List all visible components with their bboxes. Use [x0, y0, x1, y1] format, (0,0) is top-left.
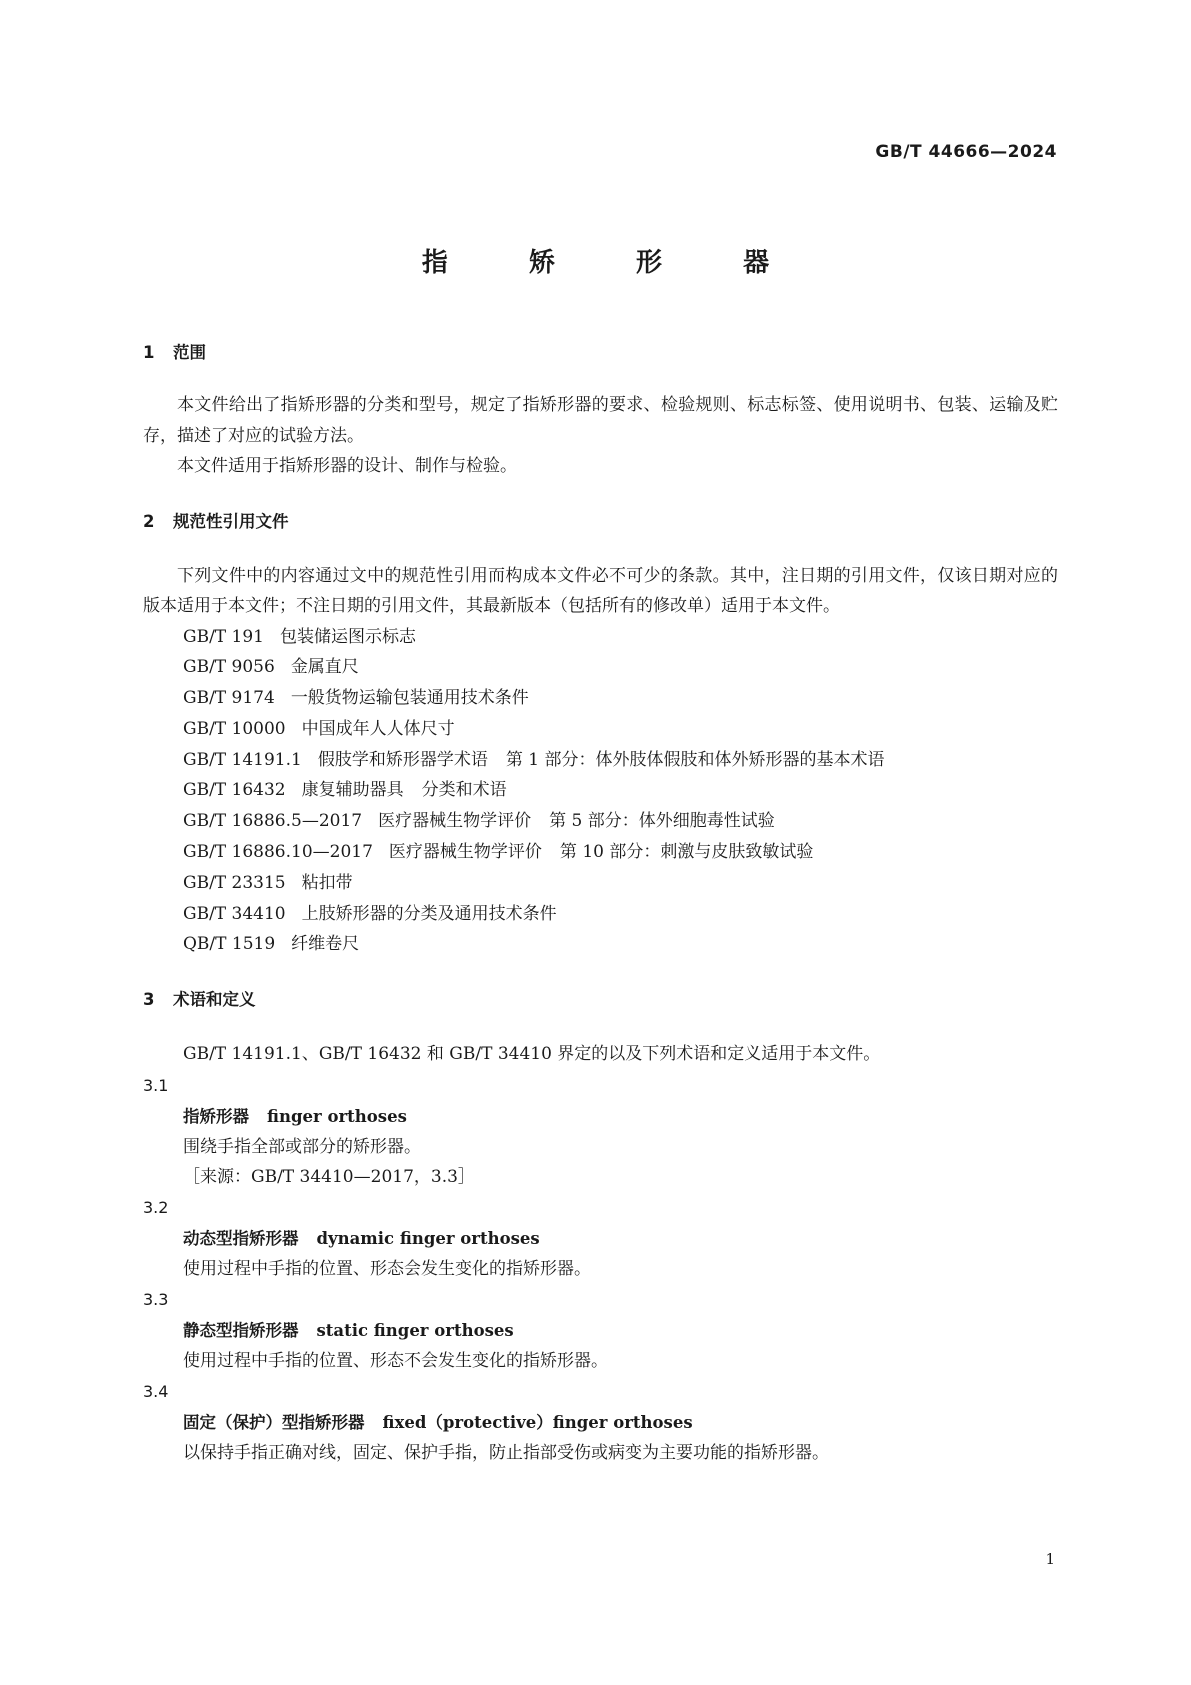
reference-list [183, 622, 1058, 961]
reference-item: GB/T 16432 康复辅助器具 分类和术语 [183, 780, 507, 801]
term-entry [143, 1376, 1058, 1468]
scope-paragraph-2: 本文件适用于指矫形器的设计、制作与检验。 [177, 456, 517, 476]
term-number: 3.4 [143, 1381, 169, 1401]
reference-item: GB/T 16886.5—2017 医疗器械生物学评价 第 5 部分：体外细胞毒性试验 [183, 811, 775, 832]
section-number: 1 [143, 343, 155, 362]
section-heading-terms [143, 985, 1058, 1015]
reference-item: QB/T 1519 纤维卷尺 [183, 934, 360, 955]
term-definition: 使用过程中手指的位置、形态会发生变化的指矫形器。 [183, 1258, 591, 1279]
term-name: 固定（保护）型指矫形器 fixed（protective）finger orthoses [183, 1412, 693, 1432]
normative-refs-intro: 下列文件中的内容通过文中的规范性引用而构成本文件必不可少的条款。其中，注日期的引用文件，仅该日期对应的版本适用于本文件；不注日期的引用文件，其最新版本（包括所有的修改单）适用于本文件。 [143, 565, 1058, 616]
page-number: 1 [1045, 1550, 1055, 1568]
section-number: 2 [143, 511, 155, 531]
section-number: 3 [143, 990, 155, 1010]
section-heading-scope [143, 338, 1058, 368]
standard-number: GB/T 44666—2024 [875, 142, 1057, 162]
terms-intro: GB/T 14191.1、GB/T 16432 和 GB/T 34410 界定的以及下列术语和定义适用于本文件。 [183, 1044, 881, 1065]
term-definition: 以保持手指正确对线，固定、保护手指，防止指部受伤或病变为主要功能的指矫形器。 [183, 1442, 829, 1463]
term-name: 动态型指矫形器 dynamic finger orthoses [183, 1228, 540, 1248]
term-number: 3.1 [143, 1075, 169, 1095]
term-source: ［来源：GB/T 34410—2017，3.3］ [183, 1166, 475, 1187]
term-entry [143, 1192, 1058, 1284]
reference-item: GB/T 9174 一般货物运输包装通用技术条件 [183, 688, 529, 709]
document-body [143, 338, 1058, 1468]
term-name: 指矫形器 finger orthoses [183, 1106, 407, 1126]
term-entry [143, 1070, 1058, 1192]
term-name: 静态型指矫形器 static finger orthoses [183, 1320, 514, 1340]
reference-item: GB/T 34410 上肢矫形器的分类及通用技术条件 [183, 903, 557, 924]
reference-item: GB/T 9056 金属直尺 [183, 657, 359, 678]
section-title: 规范性引用文件 [173, 511, 289, 531]
reference-item: GB/T 10000 中国成年人人体尺寸 [183, 718, 455, 739]
term-number: 3.2 [143, 1197, 169, 1217]
term-definition: 使用过程中手指的位置、形态不会发生变化的指矫形器。 [183, 1350, 608, 1371]
reference-item: GB/T 16886.10—2017 医疗器械生物学评价 第 10 部分：刺激与皮肤致敏试验 [183, 842, 814, 863]
document-title: 指 矫 形 器 [421, 248, 806, 278]
section-title: 术语和定义 [173, 990, 256, 1010]
term-definition: 围绕手指全部或部分的矫形器。 [183, 1136, 421, 1157]
term-number: 3.3 [143, 1289, 169, 1309]
section-heading-normative-refs [143, 507, 1058, 537]
scope-paragraph-1: 本文件给出了指矫形器的分类和型号，规定了指矫形器的要求、检验规则、标志标签、使用说明书、包装、运输及贮存，描述了对应的试验方法。 [143, 395, 1058, 446]
term-entry [143, 1284, 1058, 1376]
reference-item: GB/T 23315 粘扣带 [183, 872, 353, 893]
section-title: 范围 [173, 343, 206, 362]
reference-item: GB/T 191 包装储运图示标志 [183, 626, 416, 647]
reference-item: GB/T 14191.1 假肢学和矫形器学术语 第 1 部分：体外肢体假肢和体外矫形器的基本术语 [183, 749, 885, 770]
